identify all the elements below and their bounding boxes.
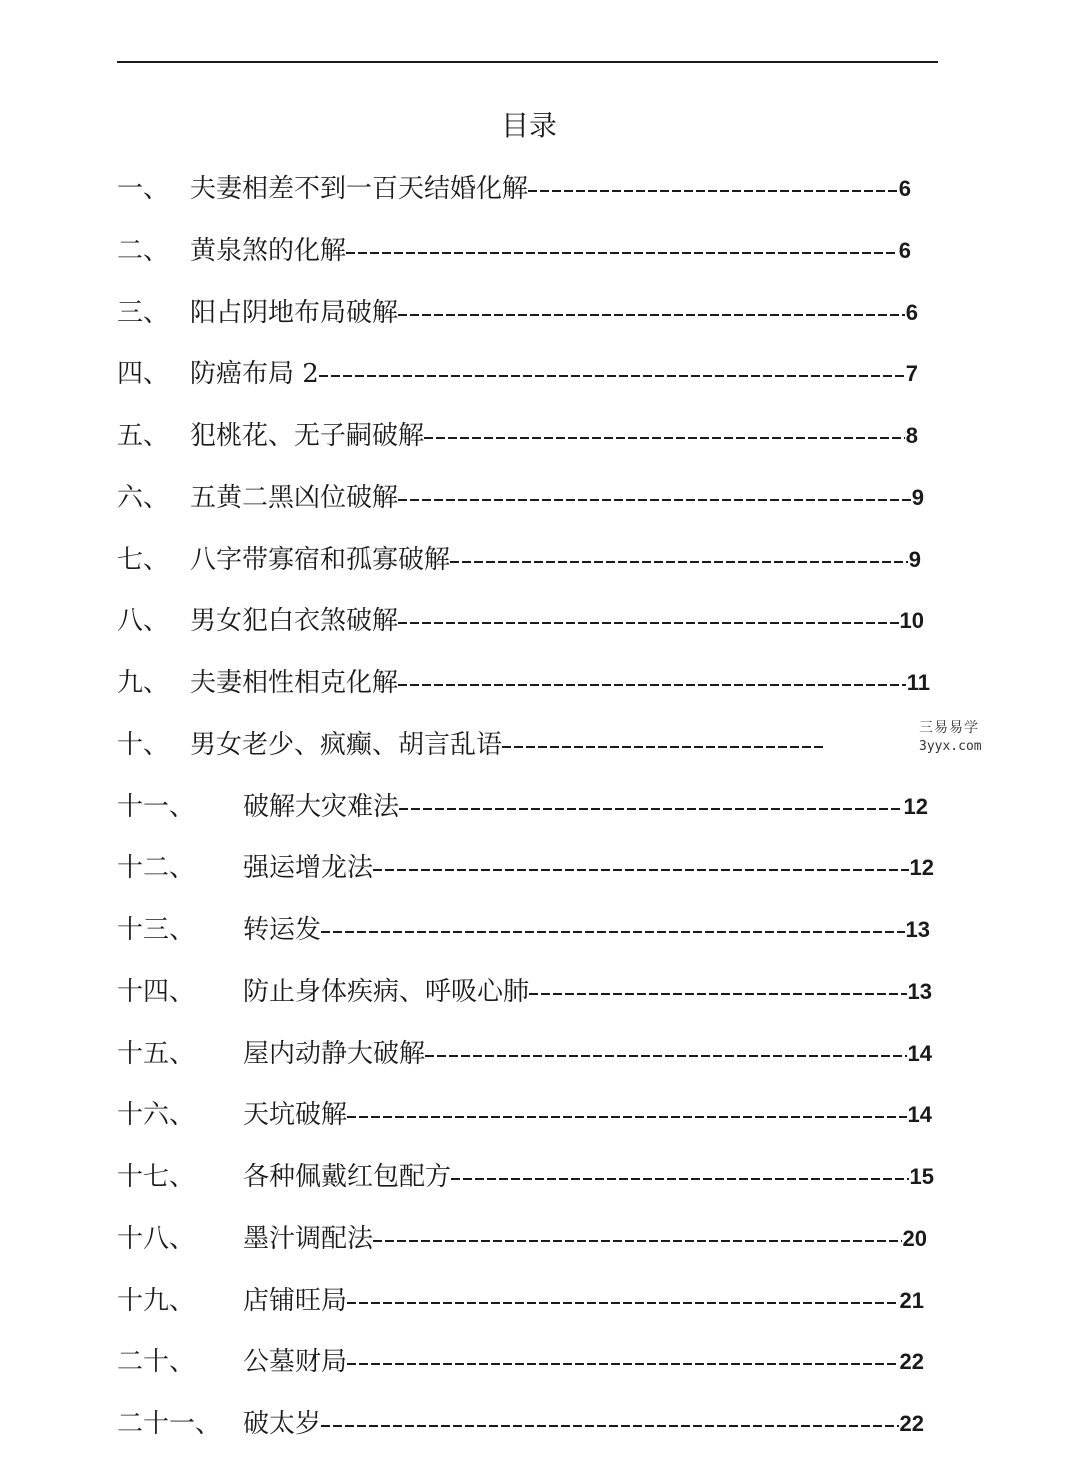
toc-page-number: 20 xyxy=(902,1225,927,1251)
toc-entry-title: 公墓财局 xyxy=(243,1347,348,1378)
toc-entry[interactable] xyxy=(190,478,924,518)
toc-entry[interactable] xyxy=(190,293,918,333)
watermark-brand: 三易易学 xyxy=(919,720,979,736)
toc-number: 二十一、 xyxy=(117,1409,222,1439)
toc-entry[interactable] xyxy=(243,1281,924,1321)
toc-row xyxy=(117,478,957,518)
toc-leader xyxy=(321,931,905,933)
toc-leader xyxy=(502,746,824,748)
toc-entry[interactable] xyxy=(190,540,921,580)
toc-entry[interactable] xyxy=(190,663,930,703)
toc-number: 四、 xyxy=(117,359,170,390)
toc-entry-title: 强运增龙法 xyxy=(243,853,374,884)
toc-entry[interactable] xyxy=(243,1404,924,1444)
toc-page-number: 14 xyxy=(907,1040,932,1066)
toc-entry-title: 犯桃花、无子嗣破解 xyxy=(190,421,425,451)
toc-entry-title: 破太岁 xyxy=(243,1409,322,1439)
toc-number: 十、 xyxy=(117,729,170,760)
toc-row xyxy=(117,601,957,641)
toc-number: 十七、 xyxy=(117,1162,196,1192)
toc-entry[interactable] xyxy=(243,1095,932,1135)
toc-entry-title: 各种佩戴红包配方 xyxy=(243,1162,452,1192)
toc-row xyxy=(117,1342,957,1382)
toc-row xyxy=(117,910,957,950)
toc-row xyxy=(117,1281,957,1321)
toc-row xyxy=(117,354,957,394)
toc-number: 三、 xyxy=(117,297,170,328)
toc-entry[interactable] xyxy=(190,416,918,456)
toc-page-number: 22 xyxy=(899,1349,924,1375)
toc-row xyxy=(117,540,957,580)
toc-entry-title: 五黄二黑凶位破解 xyxy=(190,482,399,513)
toc-entry-title: 店铺旺局 xyxy=(243,1285,348,1316)
toc-row xyxy=(117,293,957,333)
toc-row xyxy=(117,416,957,456)
toc-leader xyxy=(347,1116,907,1118)
toc-number: 六、 xyxy=(117,482,170,513)
toc-row xyxy=(117,972,957,1012)
toc-number: 二、 xyxy=(117,235,170,266)
toc-entry[interactable] xyxy=(243,910,930,950)
toc-leader xyxy=(529,993,907,995)
toc-number: 十九、 xyxy=(117,1285,196,1316)
toc-number: 十六、 xyxy=(117,1100,196,1131)
toc-entry-title: 屋内动静大破解 xyxy=(243,1038,426,1069)
watermark-url: 3yyx.com xyxy=(919,739,982,754)
toc-page-number: 11 xyxy=(906,670,930,695)
toc-page-number: 22 xyxy=(899,1411,924,1436)
toc-entry-title: 阳占阴地布局破解 xyxy=(190,297,399,328)
toc-leader xyxy=(398,684,906,686)
toc-leader xyxy=(347,1363,899,1365)
toc-entry[interactable] xyxy=(243,1157,934,1197)
toc-number: 十三、 xyxy=(117,915,196,945)
toc-leader xyxy=(424,437,905,439)
toc-page-number: 21 xyxy=(899,1287,924,1313)
watermark xyxy=(919,718,999,756)
toc-entry-title: 黄泉煞的化解 xyxy=(190,235,347,266)
toc-page-number: 8 xyxy=(905,423,918,448)
toc-leader xyxy=(398,314,905,316)
toc-number: 十二、 xyxy=(117,853,196,884)
toc-leader xyxy=(398,622,899,624)
toc-number: 十八、 xyxy=(117,1223,196,1254)
toc-number: 二十、 xyxy=(117,1347,196,1378)
toc-page-number: 10 xyxy=(899,608,924,634)
toc-page-number: 6 xyxy=(898,237,911,263)
toc-row xyxy=(117,231,957,271)
toc-leader xyxy=(321,1425,899,1427)
toc-entry-title: 天坑破解 xyxy=(243,1100,348,1131)
toc-leader xyxy=(346,252,898,254)
toc-row xyxy=(117,663,957,703)
toc-row xyxy=(117,1034,957,1074)
toc-entry-title: 防止身体疾病、呼吸心肺 xyxy=(243,976,530,1007)
toc-page-number: 12 xyxy=(903,793,928,819)
toc-entry[interactable] xyxy=(243,972,932,1012)
toc-number: 八、 xyxy=(117,606,170,637)
toc-leader xyxy=(399,808,903,810)
toc-leader xyxy=(373,869,909,871)
toc-leader xyxy=(451,1178,909,1180)
toc-entry-title: 八字带寡宿和孤寡破解 xyxy=(190,544,451,575)
toc-page-number: 9 xyxy=(911,484,924,510)
toc-page-number: 6 xyxy=(905,299,918,325)
toc-leader xyxy=(398,499,911,501)
toc-page-number: 12 xyxy=(909,855,934,881)
toc-entry[interactable] xyxy=(243,1034,932,1074)
toc-entry-title: 墨汁调配法 xyxy=(243,1223,374,1254)
toc-leader xyxy=(528,190,898,192)
toc-page-number: 15 xyxy=(909,1164,934,1189)
toc-number: 五、 xyxy=(117,421,170,451)
toc-entry-title: 转运发 xyxy=(243,915,322,945)
toc-leader xyxy=(450,561,908,563)
toc-row xyxy=(117,1157,957,1197)
toc-title: 目录 xyxy=(500,109,557,142)
toc-page-number: 13 xyxy=(905,917,930,942)
toc-row xyxy=(117,169,957,209)
toc-leader xyxy=(319,375,905,377)
toc-entry-title: 夫妻相差不到一百天结婚化解 xyxy=(190,174,529,204)
toc-number: 七、 xyxy=(117,544,170,575)
toc-row xyxy=(117,1404,957,1444)
toc-row xyxy=(117,848,957,888)
toc-leader xyxy=(373,1240,902,1242)
toc-page-number: 14 xyxy=(907,1102,932,1128)
toc-number: 十四、 xyxy=(117,976,196,1007)
toc-number: 十一、 xyxy=(117,791,196,822)
toc-entry[interactable] xyxy=(243,1219,927,1259)
toc-number: 一、 xyxy=(117,174,170,204)
toc-leader xyxy=(347,1302,899,1304)
toc-entry-title: 破解大灾难法 xyxy=(243,791,400,822)
toc-row xyxy=(117,1095,957,1135)
toc-entry[interactable] xyxy=(243,848,934,888)
toc-number: 十五、 xyxy=(117,1038,196,1069)
toc-entry-title: 男女老少、疯癫、胡言乱语 xyxy=(190,729,503,760)
toc-page-number: 9 xyxy=(908,546,921,572)
toc-entry[interactable] xyxy=(190,231,911,271)
toc-page-number: 7 xyxy=(905,361,918,387)
toc-number: 九、 xyxy=(117,668,170,698)
toc-entry-title: 男女犯白衣煞破解 xyxy=(190,606,399,637)
toc-row xyxy=(117,787,957,827)
toc-leader xyxy=(425,1055,907,1057)
toc-entry[interactable] xyxy=(190,601,924,641)
toc-entry[interactable] xyxy=(243,787,928,827)
toc-entry-title: 夫妻相性相克化解 xyxy=(190,668,399,698)
toc-entry[interactable] xyxy=(190,169,911,209)
toc-page-number: 13 xyxy=(907,978,932,1004)
toc-entry[interactable] xyxy=(190,354,918,394)
toc-page-number: 6 xyxy=(898,176,911,201)
toc-entry-title: 防癌布局 2 xyxy=(190,359,319,390)
toc-entry[interactable] xyxy=(243,1342,924,1382)
toc-row xyxy=(117,725,957,765)
toc-row xyxy=(117,1219,957,1259)
toc-entry[interactable] xyxy=(190,725,825,765)
